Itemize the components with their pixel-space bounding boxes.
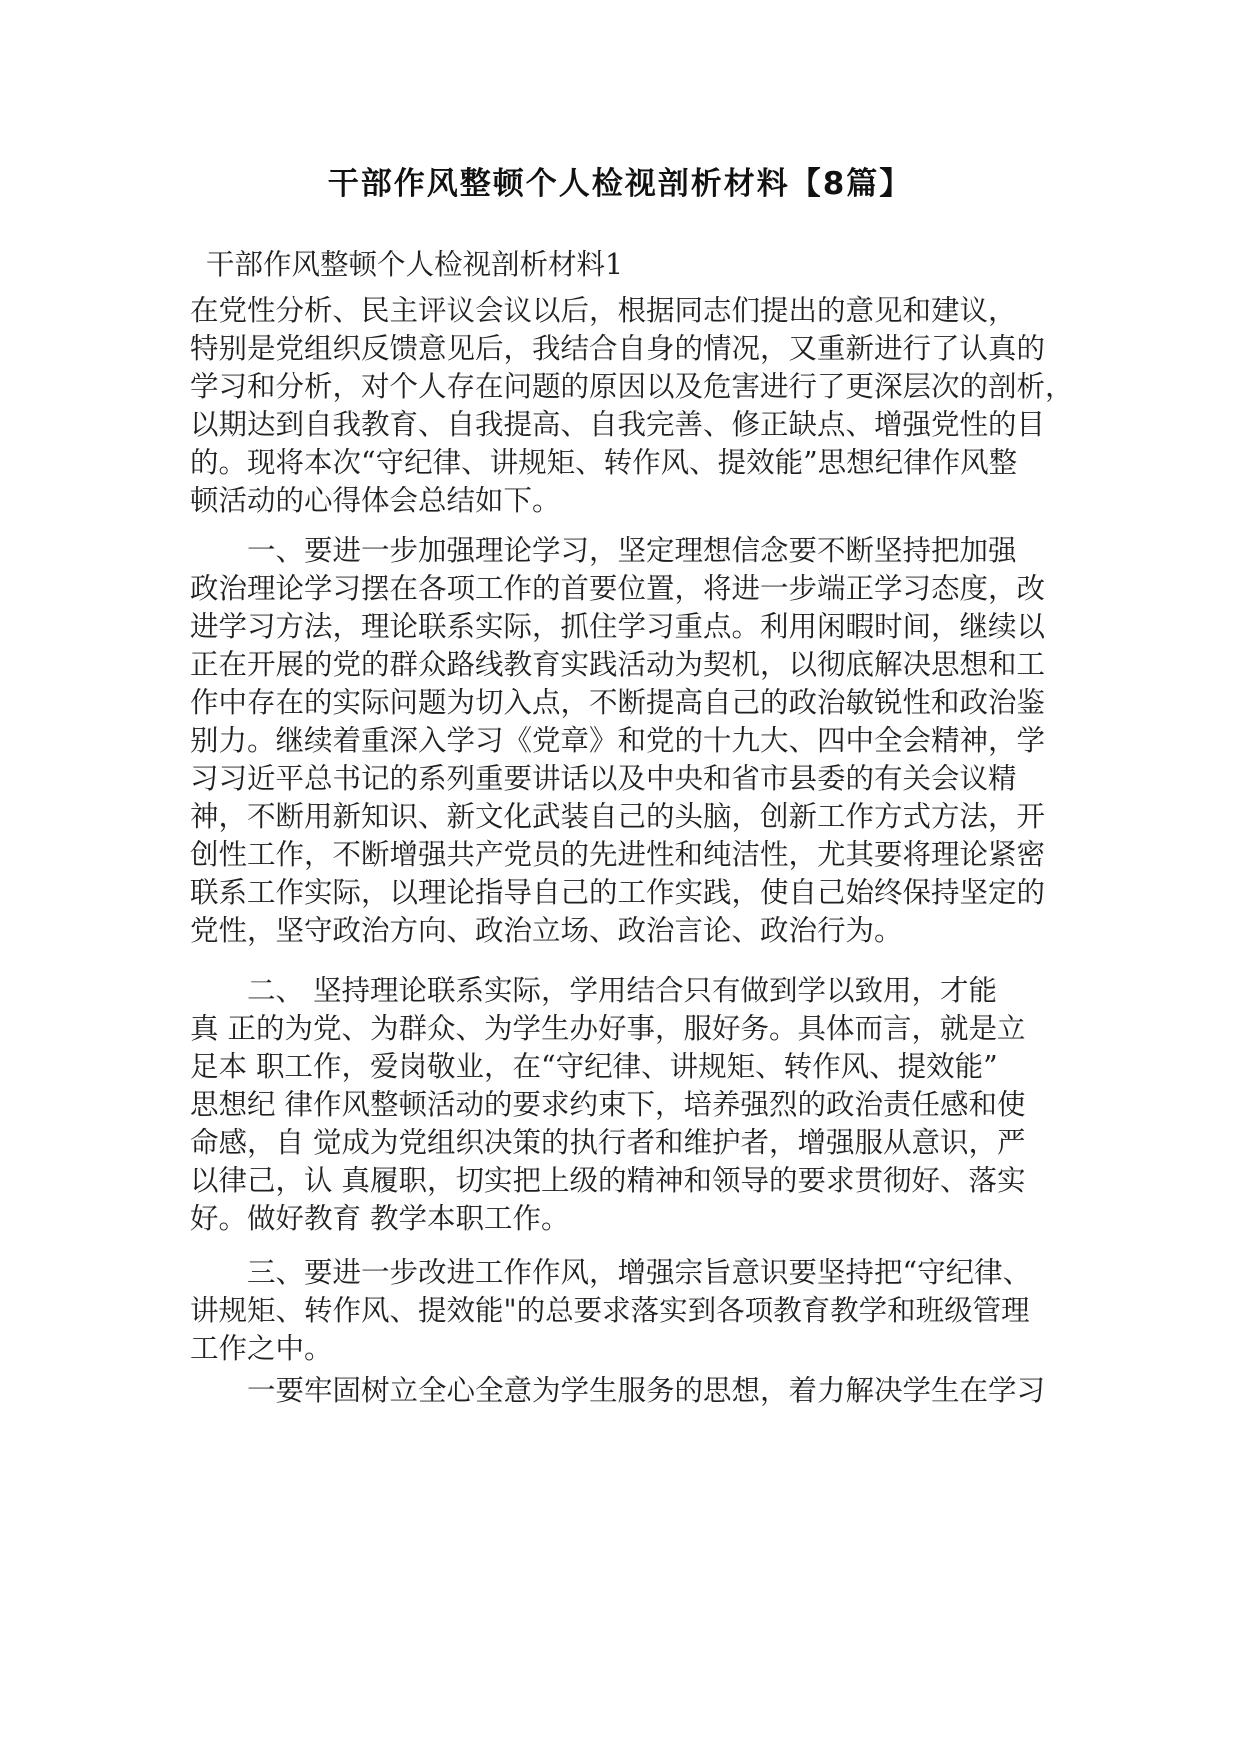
text-line: 真 正的为党、为群众、为学生办好事，服好务。具体而言，就是立 <box>190 1012 1026 1045</box>
paragraph-intro <box>190 292 1074 520</box>
text-line: 作中存在的实际问题为切入点，不断提高自己的政治敏锐性和政治鉴 <box>190 686 1046 719</box>
text-line: 在党性分析、民主评议会议以后，根据同志们提出的意见和建议， <box>190 294 1017 327</box>
text-line: 足本 职工作，爱岗敬业，在“守纪律、讲规矩、转作风、提效能” <box>190 1050 998 1083</box>
text-line: 学习和分析，对个人存在问题的原因以及危害进行了更深层次的剖析， <box>190 370 1074 403</box>
text-line: 党性，坚守政治方向、政治立场、政治言论、政治行为。 <box>190 914 903 947</box>
text-line: 工作之中。 <box>190 1332 333 1365</box>
text-line: 一要牢固树立全心全意为学生服务的思想，着力解决学生在学习 <box>247 1374 1046 1407</box>
text-line: 命感，自 觉成为党组织决策的执行者和维护者，增强服从意识，严 <box>190 1126 1026 1159</box>
text-line: 思想纪 律作风整顿活动的要求约束下，培养强烈的政治责任感和使 <box>190 1088 1026 1121</box>
paragraph-theory-study <box>190 532 1050 950</box>
text-line: 进学习方法，理论联系实际，抓住学习重点。利用闲暇时间，继续以 <box>190 610 1046 643</box>
text-line: 正在开展的党的群众路线教育实践活动为契机，以彻底解决思想和工 <box>190 648 1046 681</box>
text-line: 特别是党组织反馈意见后，我结合自身的情况，又重新进行了认真的 <box>190 332 1046 365</box>
text-line: 神，不断用新知识、新文化武装自己的头脑，创新工作方式方法，开 <box>190 800 1046 833</box>
text-line: 好。做好教育 教学本职工作。 <box>190 1202 570 1235</box>
text-line: 别力。继续着重深入学习《党章》和党的十九大、四中全会精神，学 <box>190 724 1046 757</box>
paragraph-work-style <box>190 1254 1050 1368</box>
document-title: 干部作风整顿个人检视剖析材料【8篇】 <box>327 166 913 202</box>
text-line: 一、要进一步加强理论学习，坚定理想信念要不断坚持把加强 <box>247 534 1017 567</box>
paragraph-serve-students <box>190 1372 1050 1410</box>
text-line: 三、要进一步改进工作作风，增强宗旨意识要坚持把“守纪律、 <box>247 1256 1032 1289</box>
text-line: 习习近平总书记的系列重要讲话以及中央和省市县委的有关会议精 <box>190 762 1017 795</box>
text-line: 二、 坚持理论联系实际，学用结合只有做到学以致用，才能 <box>247 974 998 1007</box>
section-subtitle: 干部作风整顿个人检视剖析材料1 <box>206 248 624 281</box>
text-line: 创性工作，不断增强共产党员的先进性和纯洁性，尤其要将理论紧密 <box>190 838 1046 871</box>
text-line: 以律己，认 真履职，切实把上级的精神和领导的要求贯彻好、落实 <box>190 1164 1026 1197</box>
text-line: 政治理论学习摆在各项工作的首要位置，将进一步端正学习态度，改 <box>190 572 1046 605</box>
text-line: 讲规矩、转作风、提效能"的总要求落实到各项教育教学和班级管理 <box>190 1294 1030 1327</box>
text-line: 顿活动的心得体会总结如下。 <box>190 484 561 517</box>
text-line: 以期达到自我教育、自我提高、自我完善、修正缺点、增强党性的目 <box>190 408 1046 441</box>
text-line: 联系工作实际，以理论指导自己的工作实践，使自己始终保持坚定的 <box>190 876 1046 909</box>
text-line: 的。现将本次“守纪律、讲规矩、转作风、提效能”思想纪律作风整 <box>190 446 1018 479</box>
paragraph-theory-practice <box>190 972 1050 1238</box>
